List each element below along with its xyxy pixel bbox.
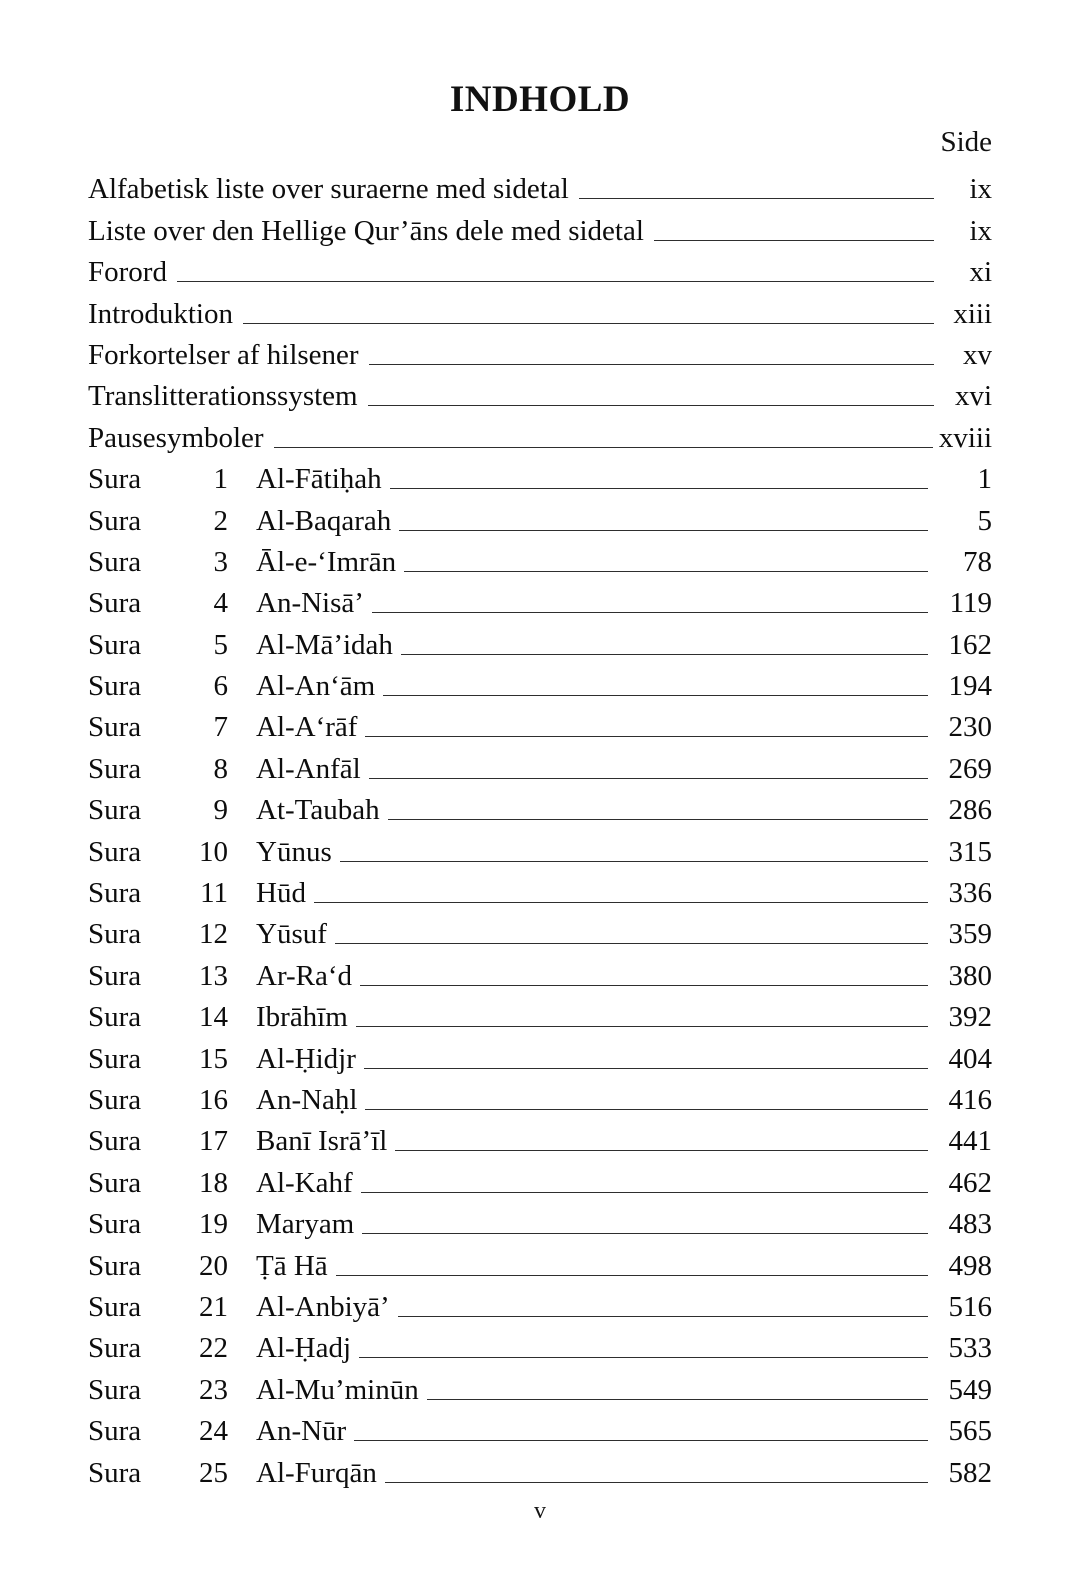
toc-entry-sura[interactable] [88, 494, 992, 535]
sura-number: 5 [213, 628, 228, 661]
leader-rule [404, 536, 928, 577]
toc-entry-sura[interactable] [88, 536, 992, 577]
leader-rule [372, 577, 928, 618]
sura-word-label: Sura [88, 1125, 142, 1158]
sura-name: Al-Ḥadj [256, 1332, 352, 1365]
leader-rule [368, 370, 934, 411]
toc-entry-sura[interactable] [88, 742, 992, 783]
leader-rule [336, 1239, 928, 1280]
leader-rule [274, 411, 933, 452]
leader-rule [314, 867, 928, 908]
sura-number: 16 [199, 1083, 228, 1116]
toc-entry-front-matter[interactable] [88, 329, 992, 370]
sura-name: Al-Ḥidjr [256, 1042, 356, 1075]
toc-entry-label: Forkortelser af hilsener [88, 338, 359, 371]
toc-entry-sura[interactable] [88, 908, 992, 949]
toc-entry-page: 498 [948, 1249, 992, 1282]
sura-word-label: Sura [88, 587, 142, 620]
sura-word-label: Sura [88, 1290, 142, 1323]
sura-number: 6 [213, 670, 228, 703]
sura-number: 17 [199, 1125, 228, 1158]
leader-rule [383, 660, 928, 701]
toc-entry-sura[interactable] [88, 1446, 992, 1487]
toc-entry-page: xv [963, 338, 992, 371]
sura-word-label: Sura [88, 1083, 142, 1116]
toc-entry-page: 315 [948, 835, 992, 868]
leader-rule [369, 329, 934, 370]
sura-name: Al-Baqarah [256, 504, 392, 537]
leader-rule [398, 1281, 928, 1322]
sura-number: 4 [213, 587, 228, 620]
toc-entry-page: 516 [948, 1290, 992, 1323]
sura-word-label: Sura [88, 504, 142, 537]
toc-entry-sura[interactable] [88, 1363, 992, 1404]
sura-word-label: Sura [88, 463, 142, 496]
sura-number: 19 [199, 1208, 228, 1241]
toc-entry-sura[interactable] [88, 1032, 992, 1073]
toc-entry-page: 416 [948, 1083, 992, 1116]
sura-word-label: Sura [88, 918, 142, 951]
page-folio: v [534, 1498, 546, 1524]
toc-entry-page: 582 [948, 1456, 992, 1489]
sura-number: 14 [199, 1001, 228, 1034]
sura-name: Al-An‘ām [256, 670, 376, 703]
leader-rule [361, 1156, 928, 1197]
toc-entry-page: 1 [977, 463, 992, 496]
toc-entry-sura[interactable] [88, 1074, 992, 1115]
leader-rule [654, 204, 934, 245]
toc-entry-page: 230 [948, 711, 992, 744]
leader-rule [365, 1074, 928, 1115]
toc-entry-page: xiii [953, 297, 992, 330]
toc-entry-sura[interactable] [88, 784, 992, 825]
sura-word-label: Sura [88, 1208, 142, 1241]
toc-entry-page: xviii [938, 421, 992, 454]
toc-entry-page: xvi [954, 380, 992, 413]
toc-entry-page: 533 [948, 1332, 992, 1365]
sura-number: 18 [199, 1166, 228, 1199]
sura-number: 25 [199, 1456, 228, 1489]
sura-word-label: Sura [88, 1456, 142, 1489]
toc-entry-sura[interactable] [88, 867, 992, 908]
toc-entry-page: 119 [949, 587, 992, 620]
sura-word-label: Sura [88, 711, 142, 744]
toc-entry-page: 462 [948, 1166, 992, 1199]
sura-word-label: Sura [88, 1166, 142, 1199]
toc-entry-sura[interactable] [88, 1115, 992, 1156]
sura-number: 8 [213, 752, 228, 785]
toc-entry-page: ix [969, 214, 992, 247]
sura-word-label: Sura [88, 1042, 142, 1075]
sura-name: Al-A‘rāf [256, 711, 358, 744]
leader-rule [177, 246, 934, 287]
sura-number: 1 [213, 463, 228, 496]
toc-entry-label: Forord [88, 256, 167, 289]
leader-rule [356, 991, 928, 1032]
leader-rule [243, 287, 934, 328]
sura-word-label: Sura [88, 628, 142, 661]
sura-word-label: Sura [88, 1001, 142, 1034]
toc-entry-page: 404 [948, 1042, 992, 1075]
sura-word-label: Sura [88, 752, 142, 785]
sura-word-label: Sura [88, 1249, 142, 1282]
sura-word-label: Sura [88, 545, 142, 578]
sura-number: 7 [213, 711, 228, 744]
sura-number: 15 [199, 1042, 228, 1075]
toc-entry-sura[interactable] [88, 1198, 992, 1239]
sura-word-label: Sura [88, 877, 142, 910]
sura-name: Al-Kahf [256, 1166, 353, 1199]
sura-name: An-Nūr [256, 1415, 347, 1448]
sura-number: 13 [199, 959, 228, 992]
toc-entry-sura[interactable] [88, 660, 992, 701]
sura-name: Hūd [256, 877, 306, 910]
toc-entry-sura[interactable] [88, 1239, 992, 1280]
toc-entry-front-matter[interactable] [88, 287, 992, 328]
toc-entry-sura[interactable] [88, 825, 992, 866]
sura-number: 20 [199, 1249, 228, 1282]
toc-entry-front-matter[interactable] [88, 163, 992, 204]
leader-rule [388, 784, 928, 825]
toc-entry-sura[interactable] [88, 453, 992, 494]
toc-entry-sura[interactable] [88, 1281, 992, 1322]
leader-rule [359, 1322, 928, 1363]
toc-entry-page: 549 [948, 1373, 992, 1406]
sura-name: At-Taubah [256, 794, 380, 827]
toc-entry-front-matter[interactable] [88, 370, 992, 411]
toc-entry-label: Translitterationssystem [88, 380, 358, 413]
toc-entry-sura[interactable] [88, 577, 992, 618]
toc-entry-sura[interactable] [88, 1405, 992, 1446]
toc-entry-page: 286 [948, 794, 992, 827]
sura-name: An-Nisā’ [256, 587, 364, 620]
toc-entry-page: 483 [948, 1208, 992, 1241]
leader-rule [364, 1032, 928, 1073]
sura-name: An-Naḥl [256, 1083, 358, 1116]
sura-name: Maryam [256, 1208, 355, 1241]
sura-name: Ar-Ra‘d [256, 959, 353, 992]
toc-entry-page: 78 [963, 545, 992, 578]
sura-name: Yūnus [256, 835, 332, 868]
sura-number: 2 [213, 504, 228, 537]
leader-rule [390, 453, 928, 494]
toc-rows [88, 163, 992, 1488]
toc-entry-sura[interactable] [88, 1322, 992, 1363]
leader-rule [362, 1198, 928, 1239]
sura-number: 24 [199, 1415, 228, 1448]
toc-entry-sura[interactable] [88, 618, 992, 659]
toc-entry-front-matter[interactable] [88, 204, 992, 245]
leader-rule [427, 1363, 928, 1404]
toc-entry-sura[interactable] [88, 991, 992, 1032]
toc-entry-page: 565 [948, 1415, 992, 1448]
toc-entry-label: Pausesymboler [88, 421, 264, 454]
sura-number: 11 [200, 877, 228, 910]
leader-rule [385, 1446, 928, 1487]
toc-entry-sura[interactable] [88, 1156, 992, 1197]
toc-entry-page: 5 [977, 504, 992, 537]
sura-number: 21 [199, 1290, 228, 1323]
sura-number: 3 [213, 545, 228, 578]
toc-entry-sura[interactable] [88, 949, 992, 990]
sura-number: 9 [213, 794, 228, 827]
sura-name: Ibrāhīm [256, 1001, 348, 1034]
leader-rule [401, 618, 928, 659]
page-title: INDHOLD [449, 79, 631, 120]
table-of-contents [88, 163, 992, 1488]
sura-name: Al-Mu’minūn [256, 1373, 419, 1406]
leader-rule [365, 701, 928, 742]
sura-word-label: Sura [88, 794, 142, 827]
sura-name: Al-Fātiḥah [256, 463, 382, 496]
sura-name: Yūsuf [256, 918, 327, 951]
page-column-header: Side [940, 126, 992, 158]
toc-entry-sura[interactable] [88, 701, 992, 742]
sura-name: Banī Isrā’īl [256, 1125, 388, 1158]
toc-entry-page: 392 [948, 1001, 992, 1034]
toc-entry-page: 380 [948, 959, 992, 992]
toc-entry-label: Introduktion [88, 297, 233, 330]
toc-entry-page: 162 [948, 628, 992, 661]
sura-word-label: Sura [88, 1373, 142, 1406]
leader-rule [399, 494, 928, 535]
toc-entry-label: Liste over den Hellige Qur’āns dele med sidetal [88, 214, 644, 247]
sura-number: 23 [199, 1373, 228, 1406]
toc-entry-label: Alfabetisk liste over suraerne med sidetal [88, 173, 569, 206]
toc-entry-page: 269 [948, 752, 992, 785]
toc-entry-page: 441 [948, 1125, 992, 1158]
leader-rule [340, 825, 928, 866]
sura-name: Al-Mā’idah [256, 628, 393, 661]
sura-name: Al-Anbiyā’ [256, 1290, 390, 1323]
sura-name: Āl-e-‘Imrān [256, 545, 397, 578]
leader-rule [335, 908, 928, 949]
toc-entry-page: ix [969, 173, 992, 206]
sura-word-label: Sura [88, 1415, 142, 1448]
sura-number: 12 [199, 918, 228, 951]
sura-name: Ṭā Hā [256, 1249, 328, 1282]
sura-number: 10 [199, 835, 228, 868]
sura-word-label: Sura [88, 1332, 142, 1365]
leader-rule [395, 1115, 928, 1156]
toc-entry-front-matter[interactable] [88, 411, 992, 452]
sura-name: Al-Anfāl [256, 752, 361, 785]
sura-name: Al-Furqān [256, 1456, 377, 1489]
toc-entry-front-matter[interactable] [88, 246, 992, 287]
leader-rule [360, 949, 928, 990]
leader-rule [579, 163, 934, 204]
leader-rule [354, 1405, 928, 1446]
toc-entry-page: xi [969, 256, 992, 289]
sura-number: 22 [199, 1332, 228, 1365]
sura-word-label: Sura [88, 670, 142, 703]
sura-word-label: Sura [88, 835, 142, 868]
sura-word-label: Sura [88, 959, 142, 992]
toc-entry-page: 336 [948, 877, 992, 910]
leader-rule [369, 742, 928, 783]
toc-entry-page: 359 [948, 918, 992, 951]
toc-entry-page: 194 [948, 670, 992, 703]
